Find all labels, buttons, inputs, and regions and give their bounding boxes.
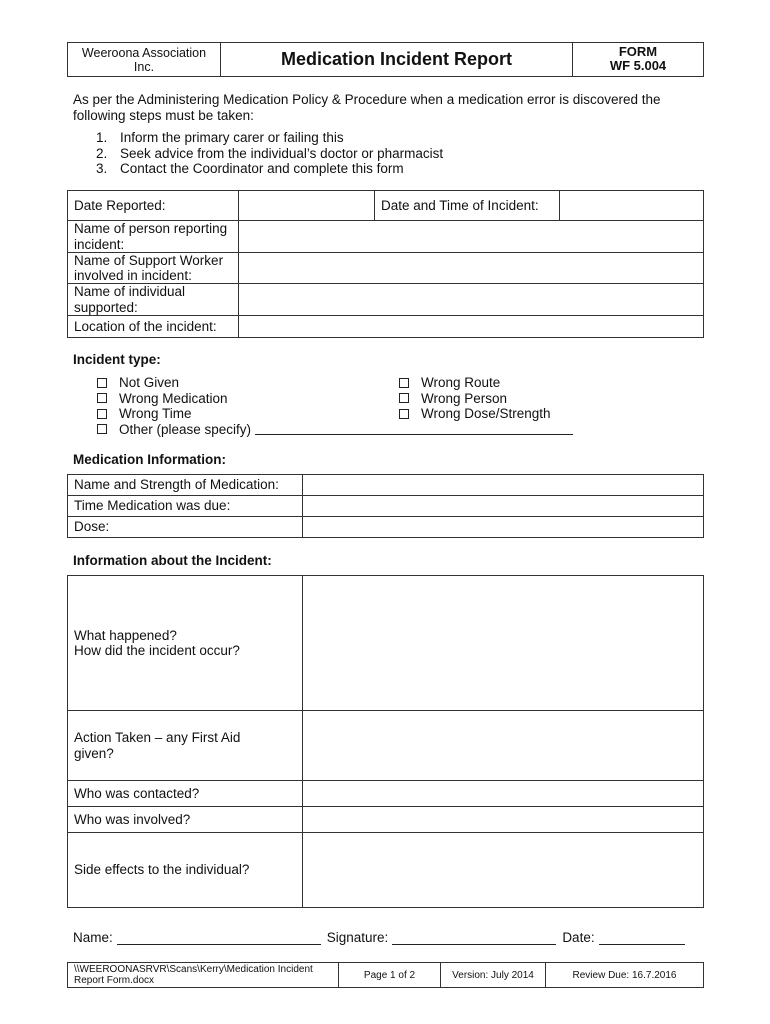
time-due-field[interactable] [303,496,703,517]
what-happened-field[interactable] [303,576,703,711]
incident-info-table [67,575,704,908]
checkbox[interactable] [97,409,107,419]
support-worker-label: Name of Support Worker involved in incident: [68,253,239,284]
step-item [96,130,443,146]
signature-label: Signature: [326,930,389,945]
dose-field[interactable] [303,517,703,537]
date-reported-field[interactable] [239,191,375,221]
version: Version: July 2014 [441,963,546,987]
option-wrong-person[interactable] [399,391,551,407]
checkbox[interactable] [399,409,409,419]
step-text: Contact the Coordinator and complete this form [120,161,404,176]
form-title: Medication Incident Report [221,43,573,76]
location-label: Location of the incident: [68,316,239,337]
option-label: Wrong Dose/Strength [421,406,551,421]
option-label: Wrong Route [421,375,501,390]
who-contacted-label: Who was contacted? [68,781,303,807]
incident-type-right-options [399,375,551,422]
medication-info-heading: Medication Information: [73,452,226,467]
file-path-line1: \\WEEROONASRVR\Scans\Kerry\Medication Incident [74,964,313,975]
date-time-incident-label: Date and Time of Incident: [375,191,560,221]
action-taken-field[interactable] [303,711,703,781]
page-number: Page 1 of 2 [339,963,441,987]
form-header [67,42,704,77]
form-code [573,43,703,76]
review-due: Review Due: 16.7.2016 [572,969,677,981]
what-happened-label [68,576,303,711]
step-text: Seek advice from the individual’s doctor or pharmacist [120,145,444,161]
intro-text: As per the Administering Medication Policy & Procedure when a medication error is discovered the following steps must be taken: [73,92,661,123]
date-line[interactable] [599,933,685,945]
steps-list [96,130,443,177]
option-label: Wrong Medication [119,390,228,406]
action-taken-label [68,711,303,781]
individual-label: Name of individual supported: [68,284,239,316]
option-wrong-dose[interactable] [399,406,551,422]
other-specify-line[interactable] [255,423,573,435]
date-label: Date: [562,930,595,945]
date-reported-label: Date Reported: [68,191,239,221]
what-happened-line2: How did the incident occur? [74,643,240,658]
checkbox[interactable] [97,424,107,434]
action-taken-line1: Action Taken – any First Aid [74,730,241,745]
form-code-line2: WF 5.004 [609,58,667,73]
option-label: Wrong Person [421,390,508,406]
document-footer [67,962,704,988]
side-effects-label: Side effects to the individual? [68,833,303,907]
checkbox[interactable] [97,378,107,388]
signature-row [73,930,703,945]
organisation-name-line2: Inc. [133,60,155,74]
details-table [67,190,704,338]
option-label: Wrong Time [119,406,192,421]
reporter-name-label: Name of person reporting incident: [68,221,239,253]
action-taken-line2: given? [74,745,114,761]
reporter-name-field[interactable] [239,221,703,253]
who-contacted-field[interactable] [303,781,703,807]
name-strength-field[interactable] [303,475,703,496]
step-number: 1. [96,130,108,145]
organisation-name-line1: Weeroona Association [81,46,207,60]
individual-field[interactable] [239,284,703,316]
medication-info-table [67,474,704,538]
incident-type-heading: Incident type: [73,352,161,367]
what-happened-line1: What happened? [74,627,177,643]
checkbox[interactable] [399,378,409,388]
incident-info-heading: Information about the Incident: [73,553,272,568]
date-time-incident-field[interactable] [560,191,703,221]
step-item [96,146,443,162]
step-item [96,161,443,177]
who-involved-label: Who was involved? [68,807,303,833]
option-wrong-route[interactable] [399,375,551,391]
signature-line[interactable] [392,933,556,945]
name-strength-label: Name and Strength of Medication: [68,475,303,496]
step-number: 3. [96,161,108,176]
time-due-label: Time Medication was due: [68,496,303,517]
file-path-line2: Report Form.docx [74,975,155,986]
step-number: 2. [96,145,108,161]
side-effects-field[interactable] [303,833,703,907]
checkbox[interactable] [97,393,107,403]
option-label: Not Given [119,375,180,390]
dose-label: Dose: [68,517,303,537]
checkbox[interactable] [399,393,409,403]
support-worker-field[interactable] [239,253,703,284]
name-line[interactable] [117,933,321,945]
option-label: Other (please specify) [119,421,252,437]
location-field[interactable] [239,316,703,337]
step-text: Inform the primary carer or failing this [120,130,344,145]
option-other[interactable] [97,422,573,438]
who-involved-field[interactable] [303,807,703,833]
organisation-name [68,43,221,76]
file-path [68,963,339,987]
form-code-line1: FORM [618,44,658,59]
name-label: Name: [73,930,113,945]
